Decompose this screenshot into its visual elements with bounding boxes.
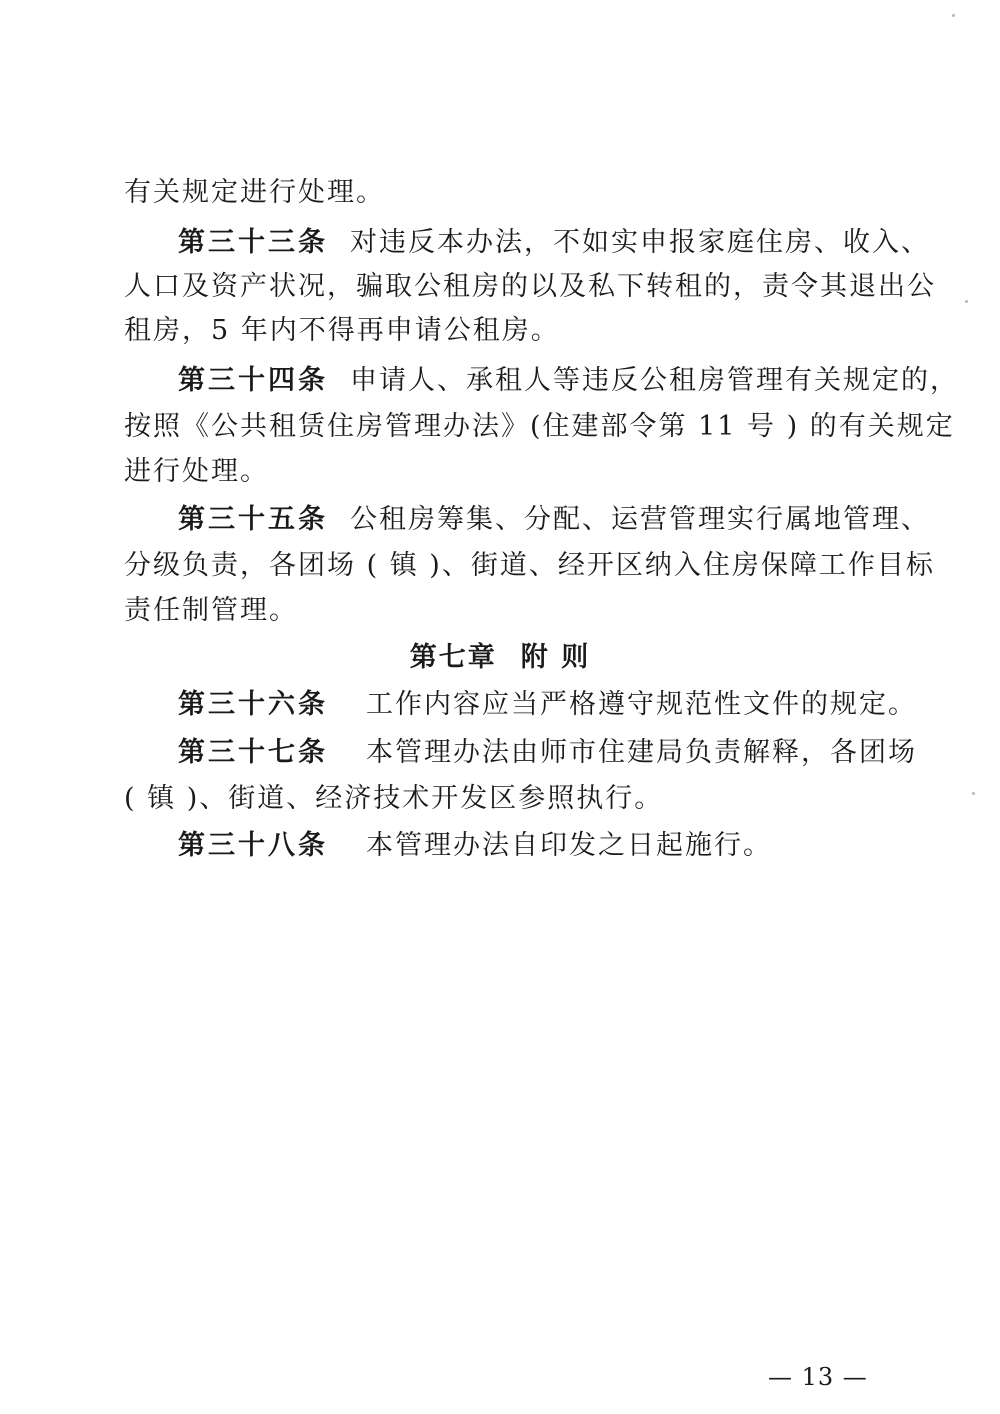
article-37-label: 第三十七条: [178, 737, 328, 768]
scan-speck: [952, 14, 955, 17]
line-text: 对违反本办法，不如实申报家庭住房、收入、: [350, 227, 930, 258]
scan-speck: [972, 792, 975, 795]
article-37: [178, 736, 917, 770]
line-text: 有关规定进行处理。: [124, 177, 385, 208]
article-35-label: 第三十五条: [178, 504, 328, 535]
article-36: [178, 688, 917, 722]
article-38: [178, 829, 772, 863]
article-37-line-2: [124, 782, 663, 816]
article-35: [178, 503, 930, 537]
article-33-line-2: [124, 270, 936, 304]
article-38-label: 第三十八条: [178, 830, 328, 861]
chapter-number: 第七章: [409, 642, 497, 673]
article-33: [178, 226, 930, 260]
line-text: 责任制管理。: [124, 595, 298, 626]
line-text: 工作内容应当严格遵守规范性文件的规定。: [366, 689, 917, 720]
article-34-line-3: [124, 455, 269, 489]
line-text: 按照《公共租赁住房管理办法》(住建部令第 11 号 ) 的有关规定: [124, 411, 955, 442]
line-text: 分级负责，各团场 ( 镇 )、街道、经开区纳入住房保障工作目标: [124, 550, 935, 581]
article-36-label: 第三十六条: [178, 689, 328, 720]
line-text: 人口及资产状况，骗取公租房的以及私下转租的，责令其退出公: [124, 271, 936, 302]
article-35-line-3: [124, 594, 298, 628]
article-35-line-2: [124, 549, 935, 583]
chapter-heading: [0, 641, 1000, 675]
article-34: [178, 364, 959, 398]
line-text: 公租房筹集、分配、运营管理实行属地管理、: [350, 504, 930, 535]
line-text: ( 镇 )、街道、经济技术开发区参照执行。: [124, 783, 664, 814]
article-34-label: 第三十四条: [178, 365, 328, 396]
line-text: 本管理办法自印发之日起施行。: [366, 830, 772, 861]
line-text: 申请人、承租人等违反公租房管理有关规定的，: [350, 365, 959, 396]
scan-speck: [965, 300, 968, 303]
chapter-title: 附 则: [520, 642, 591, 673]
line-text: 本管理办法由师市住建局负责解释，各团场: [366, 737, 917, 768]
paragraph-continuation: [124, 176, 385, 210]
line-text: 进行处理。: [124, 456, 269, 487]
article-33-label: 第三十三条: [178, 227, 328, 258]
line-text: 租房，5 年内不得再申请公租房。: [124, 315, 560, 346]
article-33-line-3: [124, 314, 560, 348]
article-34-line-2: [124, 410, 955, 444]
page-number: — 13 —: [768, 1363, 868, 1391]
